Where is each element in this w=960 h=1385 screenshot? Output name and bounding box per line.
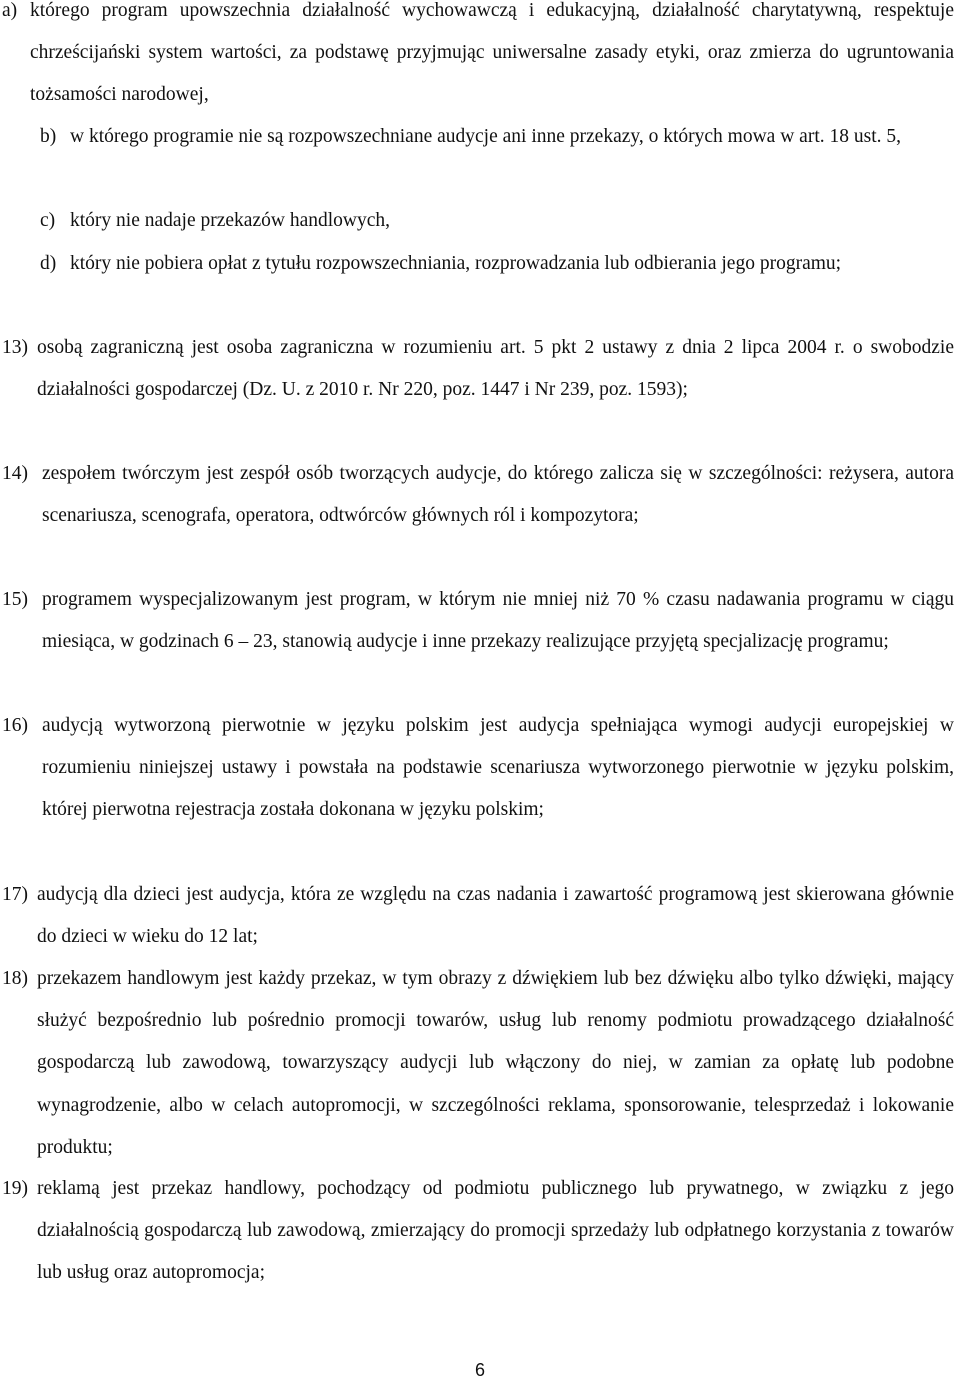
item-label: 19) xyxy=(2,1178,28,1199)
item-text: osobą zagraniczną jest osoba zagraniczna w rozumieniu art. 5 pkt 2 ustawy z dnia 2 lipca 2004 r. o swobodzie działalności gospodarczej (Dz. U. z 2010 r. Nr 220, poz. 1447 i Nr 239, poz. 1593); xyxy=(37,337,954,401)
item-label: 15) xyxy=(2,589,28,610)
item-text: programem wyspecjalizowanym jest program, w którym nie mniej niż 70 % czasu nadawania programu w ciągu miesiąca, w godzinach 6 – 23, stanowią audycje i inne przekazy realizujące przyjętą specjalizację programu; xyxy=(42,589,954,653)
item-label: d) xyxy=(40,253,57,274)
item-text: w którego programie nie są rozpowszechniane audycje ani inne przekazy, o których mowa w art. 18 ust. 5, xyxy=(70,126,901,147)
item-text: audycją wytworzoną pierwotnie w języku polskim jest audycja spełniająca wymogi audycji europejskiej w rozumieniu niniejszej ustawy i powstała na podstawie scenariusza wytworzonego pierwotnie w języku polskim, której pierwotna rejestracja została dokonana w języku polskim; xyxy=(42,715,954,821)
item-text: zespołem twórczym jest zespół osób tworzących audycje, do którego zalicza się w szczególności: reżysera, autora scenariusza, scenografa, operatora, odtwórców głównych ról i kompozytora; xyxy=(42,463,954,527)
item-label: 17) xyxy=(2,884,28,905)
item-text: który nie pobiera opłat z tytułu rozpowszechniania, rozprowadzania lub odbierania jego programu; xyxy=(70,253,842,274)
item-text: którego program upowszechnia działalność wychowawczą i edukacyjną, działalność charytatywną, respektuje chrześcijański system wartości, za podstawę przyjmując uniwersalne zasady etyki, oraz zmierza do ugruntowania tożsamości narodowej, xyxy=(30,0,954,106)
item-label: b) xyxy=(40,126,57,147)
item-text: który nie nadaje przekazów handlowych, xyxy=(70,210,390,231)
page-number: 6 xyxy=(474,1360,485,1380)
item-label: 13) xyxy=(2,337,28,358)
item-text: przekazem handlowym jest każdy przekaz, w tym obrazy z dźwiękiem lub bez dźwięku albo tylko dźwięki, mający służyć bezpośrednio lub pośrednio promocji towarów, usług lub renomy podmiotu prowadzącego działalność gospodarczą lub zawodową, towarzyszący audycji lub włączony do niej, w zamian za opłatę lub podobne wynagrodzenie, albo w celach autopromocji, w szczególności reklama, sponsorowanie, telesprzedaż i lokowanie produktu; xyxy=(37,968,954,1158)
item-text: audycją dla dzieci jest audycja, która ze względu na czas nadania i zawartość programową jest skierowana głównie do dzieci w wieku do 12 lat; xyxy=(37,884,954,948)
item-label: a) xyxy=(2,0,18,21)
item-label: 18) xyxy=(2,968,28,989)
item-label: 16) xyxy=(2,715,28,736)
item-label: 14) xyxy=(2,463,28,484)
item-text: reklamą jest przekaz handlowy, pochodzący od podmiotu publicznego lub prywatnego, w związku z jego działalnością gospodarczą lub zawodową, zmierzający do promocji sprzedaży lub odpłatnego korzystania z towarów lub usług oraz autopromocja; xyxy=(37,1178,954,1284)
item-label: c) xyxy=(40,210,56,231)
